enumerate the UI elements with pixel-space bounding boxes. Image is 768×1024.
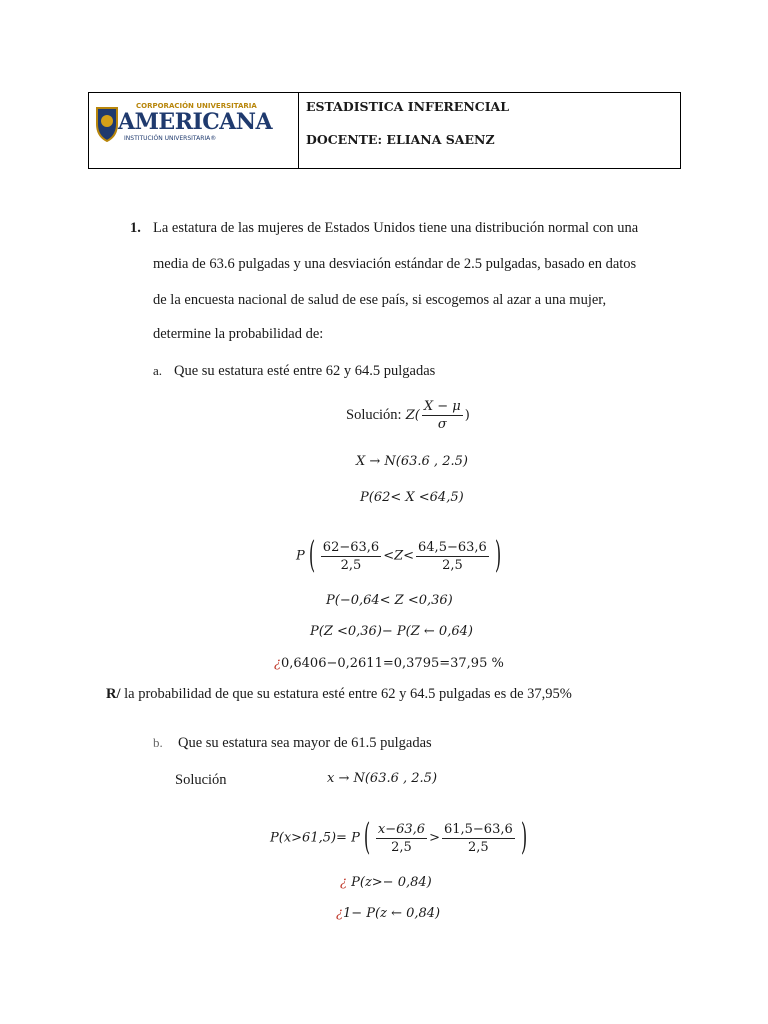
step1-mid: <Z< (383, 548, 415, 564)
z-close: ) (464, 408, 470, 423)
step1-a (296, 535, 505, 576)
step1-b (270, 817, 531, 858)
problem-line: de la encuesta nacional de salud de ese país, si escogemos al azar a una mujer, (153, 292, 607, 308)
formula-z (346, 398, 470, 433)
probability-a: P(62< X <64,5) (360, 490, 464, 505)
fraction-3-num: x−63,6 (377, 821, 426, 837)
teacher-name: DOCENTE: ELIANA SAENZ (306, 132, 495, 147)
step3-a: P(Z <0,36)− P(Z ← 0,64) (310, 624, 473, 639)
fraction-2 (416, 539, 489, 574)
step1-p: P (296, 548, 305, 564)
paren-close: ) (520, 817, 527, 858)
paren-open: ( (308, 535, 315, 576)
paren-open: ( (363, 817, 371, 858)
solucion-label: Solución: (346, 407, 402, 423)
part-a-letter: a. (153, 363, 163, 378)
step1-b-left: P(x>61,5)= P (270, 830, 360, 846)
step3-b-text: 1− P(z ← 0,84) (342, 906, 441, 921)
answer-text: la probabilidad de que su estatura esté entre 62 y 64.5 pulgadas es de 37,95% (120, 686, 572, 702)
fraction-1 (321, 539, 381, 574)
step2-a: P(−0,64< Z <0,36) (326, 593, 453, 608)
fraction-2-den: 2,5 (442, 557, 463, 573)
step4-text: 0,6406−0,2611=0,3795=37,95 % (280, 656, 504, 671)
answer-a (106, 687, 572, 702)
fraction-4-num: 61,5−63,6 (443, 821, 513, 837)
course-title: ESTADISTICA INFERENCIAL (306, 99, 510, 114)
z-denominator: σ (437, 417, 447, 432)
problem-line: La estatura de las mujeres de Estados Unidos tiene una distribución normal con una (153, 220, 639, 236)
part-a-text: Que su estatura esté entre 62 y 64.5 pulgadas (174, 363, 436, 379)
solucion-b-label: Solución (175, 772, 227, 788)
fraction-3-den: 2,5 (391, 839, 412, 855)
logo-emblem-icon (94, 104, 120, 142)
fraction-1-num: 62−63,6 (322, 539, 380, 555)
step3-b (336, 906, 440, 921)
step1-b-mid: > (429, 830, 440, 846)
distribution-b: x → N(63.6 , 2.5) (327, 771, 438, 786)
fraction-1-den: 2,5 (340, 557, 362, 573)
fraction-2-num: 64,5−63,6 (418, 539, 487, 555)
unknown-char-mark: ¿ (340, 875, 347, 890)
paren-close: ) (494, 535, 501, 576)
answer-prefix: R/ (106, 686, 121, 702)
logo-line1: CORPORACIÓN UNIVERSITARIA (136, 102, 257, 110)
part-b-text: Que su estatura sea mayor de 61.5 pulgadas (178, 735, 432, 751)
step2-b-text: P(z>− 0,84) (351, 875, 432, 890)
fraction-3 (376, 821, 427, 856)
unknown-char-mark: ¿ (274, 656, 281, 671)
step4-a (274, 656, 504, 671)
logo-main-text: AMERICANA (118, 109, 273, 135)
z-fraction (422, 398, 463, 433)
logo-line3: INSTITUCIÓN UNIVERSITARIA® (124, 135, 217, 142)
fraction-4 (442, 821, 515, 856)
problem-number: 1. (130, 220, 141, 236)
z-open: Z( (405, 408, 420, 423)
fraction-4-den: 2,5 (468, 839, 489, 855)
z-numerator: X − μ (423, 399, 461, 414)
logo (94, 100, 273, 148)
distribution-a: X → N(63.6 , 2.5) (356, 454, 468, 469)
problem-line: determine la probabilidad de: (153, 326, 324, 342)
unknown-char-mark: ¿ (336, 906, 343, 921)
header-divider (298, 93, 299, 168)
part-b-letter: b. (153, 735, 163, 750)
problem-line: media de 63.6 pulgadas y una desviación estándar de 2.5 pulgadas, basado en datos (153, 256, 637, 272)
step2-b (340, 875, 432, 890)
